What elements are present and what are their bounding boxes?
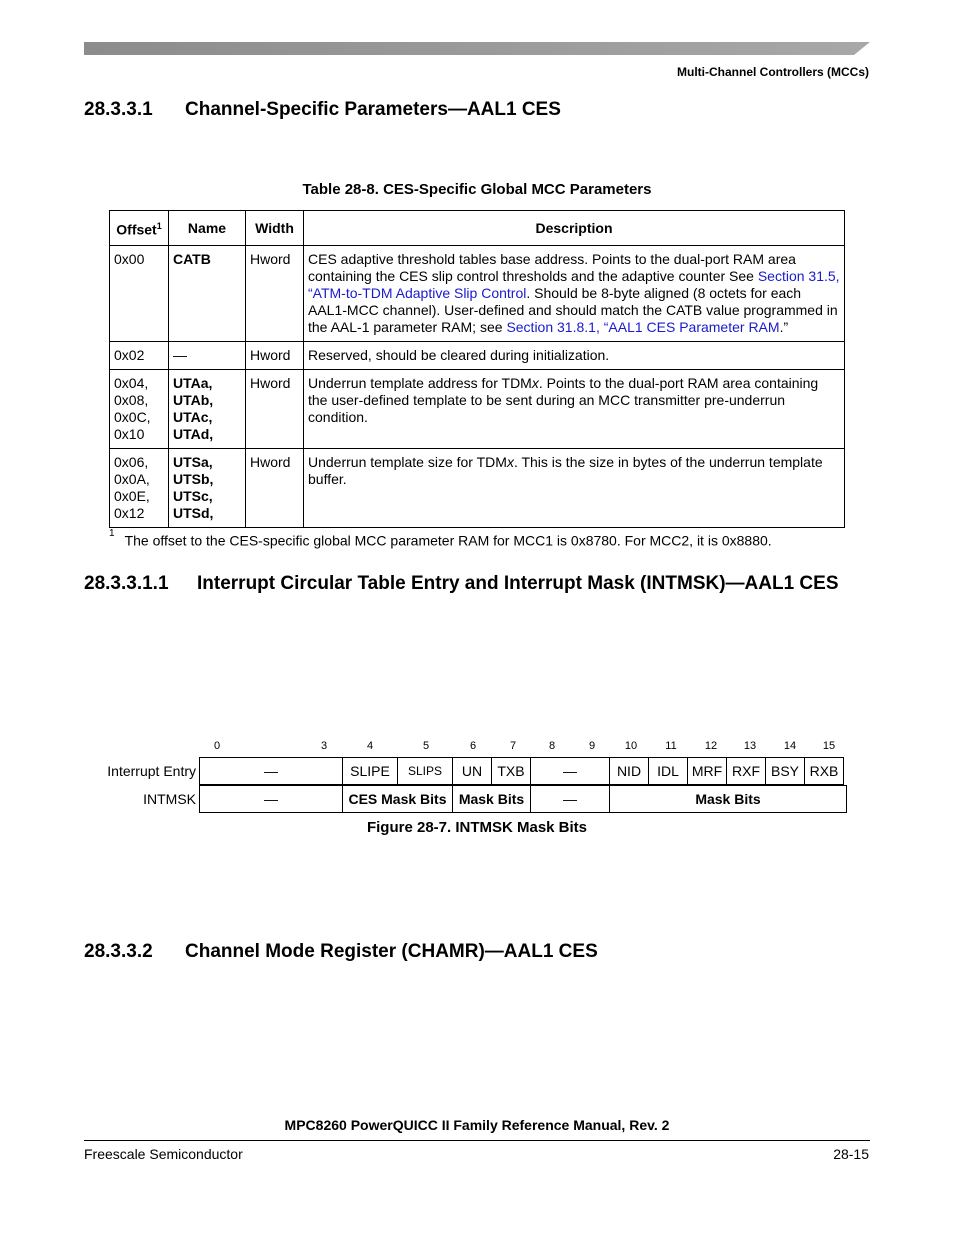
bit-field: — [200,786,343,813]
bit-number: 13 [743,740,757,752]
bit-number: 0 [213,740,221,752]
cell-width: Hword [246,246,304,342]
bit-field: MRF [688,758,727,785]
bit-field: NID [610,758,649,785]
section-link[interactable]: Section 31.5, “ATM-to-TDM Adaptive Slip Control [308,268,840,301]
table-row [110,370,845,449]
table-caption: Table 28-8. CES-Specific Global MCC Parameters [302,181,652,198]
table-footnote: $^1$ The offset to the CES-specific global MCC parameter RAM for MCC1 is 0x8780. For MCC2, it is 0x8880. [109,528,772,549]
register-label: Interrupt Entry [107,763,196,779]
cell-description: Reserved, should be cleared during initialization. [304,342,845,370]
cell-description: CES adaptive threshold tables base address. Points to the dual-port RAM area containing the CES slip control thresholds and the adaptive counter See Section 31.5, “ATM-to-TDM Adaptive Slip Control. Should be 8-byte aligned (8 octets for each AAL1-MCC channel). User-defined and should match the CATB value programmed in the AAL-1 parameter RAM; see Section 31.8.1, “AAL1 CES Parameter RAM.” [304,246,845,342]
bit-number: 9 [588,740,596,752]
table-header-row [110,211,845,246]
cell-name: UTAa, UTAb, UTAc, UTAd, [169,370,246,449]
bit-number: 4 [366,740,374,752]
section-number: 28.3.3.1 [84,99,153,120]
bit-field: TXB [492,758,531,785]
cell-width: Hword [246,449,304,528]
bit-field: CES Mask Bits [343,786,453,813]
bit-number: 8 [548,740,556,752]
manual-title: MPC8260 PowerQUICC II Family Reference Manual, Rev. 2 [284,1117,670,1133]
section-title: Channel Mode Register (CHAMR)—AAL1 CES [185,941,598,962]
bit-number: 14 [783,740,797,752]
bit-number: 5 [422,740,430,752]
bit-field: SLIPE [343,758,398,785]
chapter-title: Multi-Channel Controllers (MCCs) [677,65,869,79]
parameters-table [109,210,845,528]
section-link[interactable]: Section 31.8.1, “AAL1 CES Parameter RAM [506,319,780,335]
figure-caption: Figure 28-7. INTMSK Mask Bits [366,819,588,836]
bit-field: BSY [766,758,805,785]
bit-field: Mask Bits [610,786,847,813]
cell-width: Hword [246,370,304,449]
section-number: 28.3.3.2 [84,941,153,962]
col-header-offset: Offset$^1$ [110,211,169,246]
cell-offset: 0x02 [110,342,169,370]
cell-description: Underrun template size for TDMx. This is the size in bytes of the underrun template buffer. [304,449,845,528]
col-header-name: Name [169,211,246,246]
section-title: Channel-Specific Parameters—AAL1 CES [185,99,561,120]
bit-field: RXF [727,758,766,785]
bit-field: SLIPS [398,758,453,785]
cell-width: Hword [246,342,304,370]
bit-field: — [531,758,610,785]
register-label: INTMSK [143,791,196,807]
bit-number: 7 [509,740,517,752]
cell-offset: 0x06, 0x0A, 0x0E, 0x12 [110,449,169,528]
col-header-description: Description [304,211,845,246]
bit-field: — [200,758,343,785]
section-number: 28.3.3.1.1 [84,573,169,594]
bit-number: 3 [320,740,328,752]
bit-number: 12 [704,740,718,752]
interrupt-entry-register [199,757,844,785]
bit-number: 10 [624,740,638,752]
section-heading-1 [84,99,561,121]
page-number: 28-15 [833,1146,869,1162]
company-name: Freescale Semiconductor [84,1146,243,1162]
cell-offset: 0x04, 0x08, 0x0C, 0x10 [110,370,169,449]
cell-name: UTSa, UTSb, UTSc, UTSd, [169,449,246,528]
col-header-width: Width [246,211,304,246]
bit-number: 6 [469,740,477,752]
bit-field: — [531,786,610,813]
header-bar [84,42,870,55]
section-title: Interrupt Circular Table Entry and Interrupt Mask (INTMSK)—AAL1 CES [197,573,839,594]
table-row [110,449,845,528]
section-heading-3 [84,941,598,963]
bit-number: 11 [665,740,677,752]
bit-field: IDL [649,758,688,785]
bit-field: UN [453,758,492,785]
bit-field: RXB [805,758,844,785]
footer-divider [84,1140,870,1141]
cell-name: — [169,342,246,370]
cell-name: CATB [169,246,246,342]
intmsk-register [199,785,847,813]
table-row [110,342,845,370]
section-heading-2 [84,573,839,595]
bit-number: 15 [822,740,836,752]
cell-description: Underrun template address for TDMx. Points to the dual-port RAM area containing the user-defined template to be sent during an MCC transmitter pre-underrun condition. [304,370,845,449]
table-row [110,246,845,342]
bit-field: Mask Bits [453,786,531,813]
cell-offset: 0x00 [110,246,169,342]
footnote-ref: 1 [156,220,162,231]
